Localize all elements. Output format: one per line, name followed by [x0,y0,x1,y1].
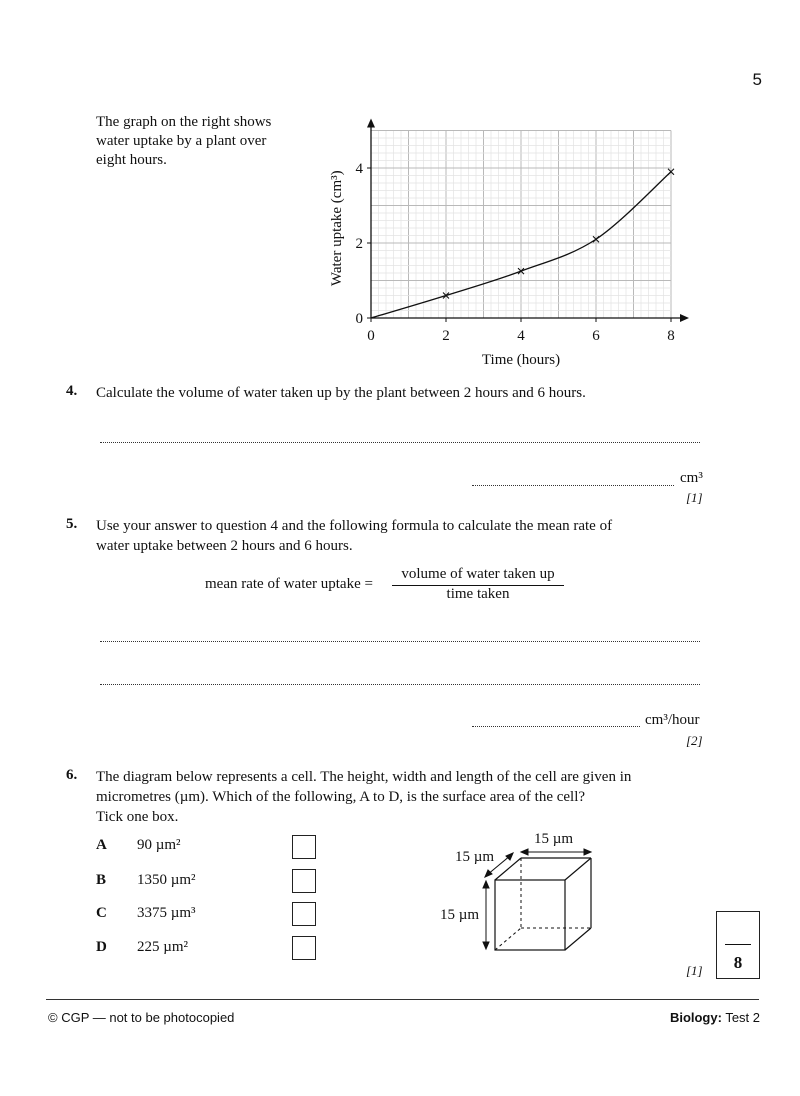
option-a-checkbox[interactable] [292,835,316,859]
x-axis-label: Time (hours) [481,352,561,368]
y-tick-label: 2 [355,236,363,252]
q6-text-line-3: Tick one box. [96,809,179,825]
option-d-letter: D [96,939,107,955]
option-d-value: 225 µm² [137,939,189,955]
q4-working-line[interactable] [100,442,700,443]
option-c-letter: C [96,905,107,921]
footer-subject [670,1010,760,1025]
q6-number: 6. [66,767,78,783]
q6-marks: [1] [686,963,703,978]
cube-length-label: 15 µm [455,849,495,865]
score-box[interactable] [716,911,760,979]
footer-divider [46,999,759,1000]
footer-copyright: © CGP — not to be photocopied [48,1010,235,1025]
option-c-checkbox[interactable] [292,902,316,926]
y-tick-label: 4 [355,161,363,177]
q5-answer-unit: cm³/hour [645,712,700,728]
x-tick-label: 8 [667,328,675,344]
graph-intro-text: The graph on the right shows water uptake by a plant over eight hours. [96,114,272,168]
q5-marks: [2] [686,733,703,748]
option-c-value: 3375 µm³ [137,905,196,921]
option-b-value: 1350 µm² [137,872,196,888]
option-d-checkbox[interactable] [292,936,316,960]
option-b-checkbox[interactable] [292,869,316,893]
x-tick-label: 2 [442,328,450,344]
page-number: 5 [752,70,762,89]
y-tick-label: 0 [355,311,363,327]
option-a-value: 90 µm² [137,837,181,853]
formula-lhs: mean rate of water uptake = [205,576,373,592]
x-axis-arrow [680,314,689,322]
formula-denominator: time taken [392,585,564,603]
option-b-letter: B [96,872,107,888]
q4-text: Calculate the volume of water taken up by the plant between 2 hours and 6 hours. [96,385,586,401]
cube-height-label: 15 µm [440,907,480,923]
x-tick-label: 0 [367,328,375,344]
q4-answer-unit: cm³ [680,470,703,486]
water-uptake-chart [320,110,700,375]
x-tick-label: 6 [592,328,600,344]
q5-text-line-1: Use your answer to question 4 and the following formula to calculate the mean rate of [96,518,613,534]
q5-answer-line[interactable] [472,726,640,727]
footer-subject-bold: Biology: [669,1010,722,1025]
q5-text-line-2: water uptake between 2 hours and 6 hours. [96,538,353,554]
cell-cube-diagram [425,825,615,960]
q4-answer-line[interactable] [472,485,674,486]
q5-working-line-1[interactable] [100,641,700,642]
q5-working-line-2[interactable] [100,684,700,685]
x-tick-label: 4 [517,328,525,344]
cube-width-label: 15 µm [534,831,574,847]
score-box-divider [725,944,751,945]
q5-number: 5. [66,516,78,532]
formula-numerator: volume of water taken up [401,566,555,582]
footer-test-name: Test 2 [721,1010,760,1025]
q6-text-line-1: The diagram below represents a cell. The height, width and length of the cell are given in [96,769,632,785]
y-axis-label: Water uptake (cm³) [329,170,345,287]
score-box-total: 8 [733,953,743,972]
option-a-letter: A [96,837,107,853]
q6-text-line-2: micrometres (µm). Which of the following, A to D, is the surface area of the cell? [96,789,586,805]
q4-number: 4. [66,383,78,399]
q4-marks: [1] [686,490,703,505]
y-axis-arrow [367,119,375,128]
